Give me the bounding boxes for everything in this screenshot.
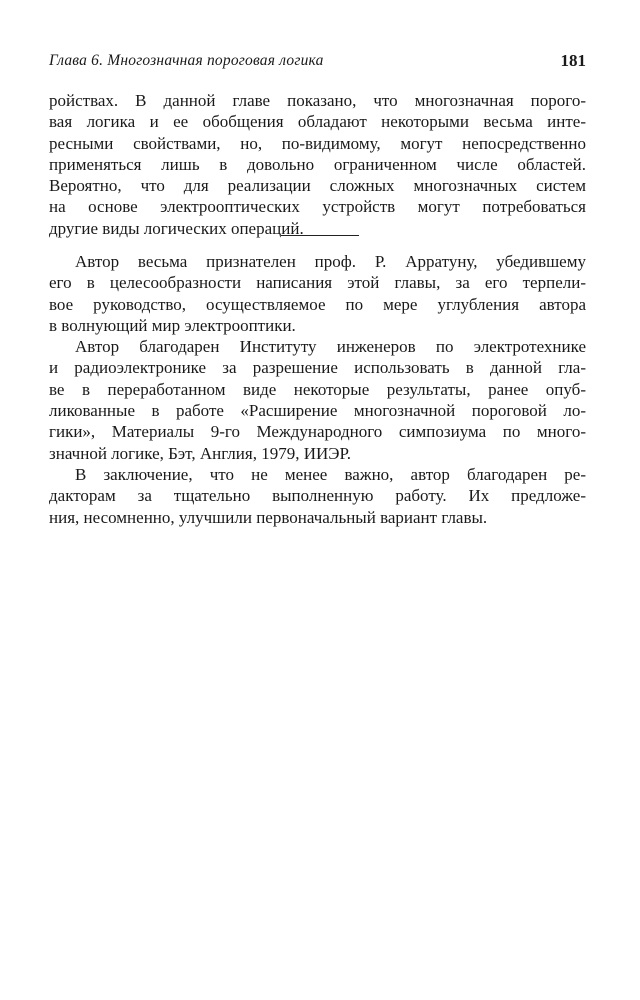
intro-paragraph — [49, 90, 586, 239]
text-line: значной логике, Бэт, Англия, 1979, ИИЭР. — [49, 443, 352, 463]
text-line: Автор весьма признателен проф. Р. Арратуну, убедившему — [75, 252, 586, 271]
page-header — [49, 52, 586, 76]
section-separator — [281, 235, 359, 236]
text-line: применяться лишь в довольно ограниченном числе областей. — [49, 154, 586, 174]
running-title: Глава 6. Многозначная пороговая логика — [49, 52, 324, 69]
acknowledgments-section — [49, 251, 586, 528]
text-line: его в целесообразности написания этой главы, за его терпели- — [49, 273, 586, 293]
text-line: ресными свойствами, но, по-видимому, могут непосредственно — [49, 133, 586, 153]
page-number: 181 — [560, 51, 586, 70]
text-line: ния, несомненно, улучшили первоначальный вариант главы. — [49, 507, 488, 527]
text-line: Вероятно, что для реализации сложных многозначных систем — [49, 176, 586, 196]
text-line: Автор благодарен Институту инженеров по электротехнике — [75, 337, 586, 357]
text-line: дакторам за тщательно выполненную работу. Их предложе- — [49, 486, 586, 506]
text-line: и радиоэлектронике за разрешение использовать в данной гла- — [49, 358, 586, 378]
text-line: на основе электрооптических устройств могут потребоваться — [49, 197, 586, 217]
acknowledgment-paragraph-1 — [49, 251, 586, 336]
acknowledgment-paragraph-2 — [49, 336, 586, 464]
text-line: вая логика и ее обобщения обладают некоторыми весьма инте- — [49, 112, 586, 132]
acknowledgment-paragraph-3 — [49, 464, 586, 528]
text-line: ве в переработанном виде некоторые результаты, ранее опуб- — [49, 379, 586, 399]
text-line: в волнующий мир электрооптики. — [49, 315, 296, 335]
text-line: другие виды логических операций. — [49, 218, 304, 238]
text-line: вое руководство, осуществляемое по мере углубления автора — [49, 294, 586, 314]
text-line: ройствах. В данной главе показано, что многозначная порого- — [49, 91, 586, 110]
text-line: гики», Материалы 9-го Международного симпозиума по много- — [49, 422, 586, 442]
text-line: В заключение, что не менее важно, автор благодарен ре- — [75, 464, 586, 484]
text-line: ликованные в работе «Расширение многозначной пороговой ло- — [49, 401, 586, 421]
